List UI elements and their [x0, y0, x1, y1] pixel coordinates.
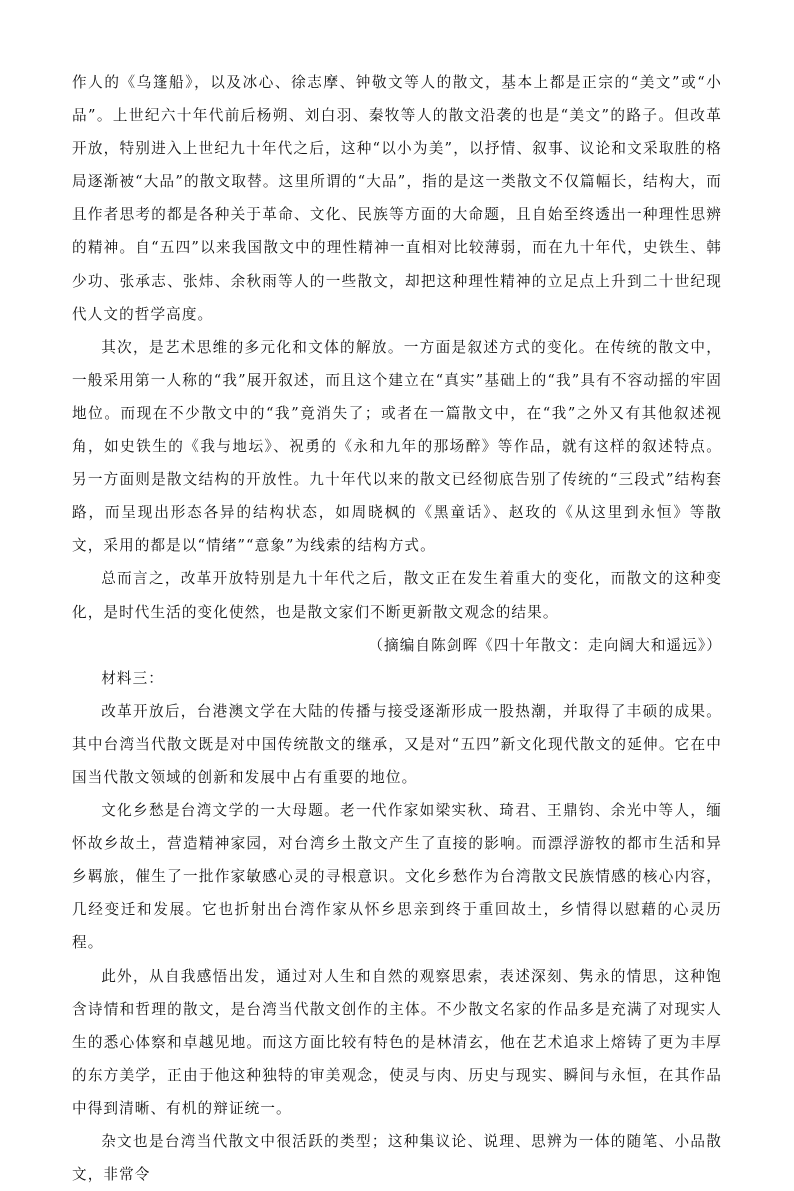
paragraph-art-thinking: 其次，是艺术思维的多元化和文体的解放。一方面是叙述方式的变化。在传统的散文中，一般采用第一人称的“我”展开叙述，而且这个建立在“真实”基础上的“我”具有不容动摇的牢固地位。而现在不少散文中的“我”竟消失了；或者在一篇散文中，在“我”之外又有其他叙述视角，如史铁生的《我与地坛》、祝勇的《永和九年的那场醉》等作品，就有这样的叙述特点。另一方面则是散文结构的开放性。九十年代以来的散文已经彻底告别了传统的“三段式”结构套路，而呈现出形态各异的结构状态，如周晓枫的《黑童话》、赵玫的《从这里到永恒》等散文，采用的都是以“情绪”“意象”为线索的结构方式。 — [72, 338, 722, 555]
document-page — [72, 66, 722, 1191]
paragraph-philosophical-prose: 此外，从自我感悟出发，通过对人生和自然的观察思索，表述深刻、隽永的情思，这种饱含诗情和哲理的散文，是台湾当代散文创作的主体。不少散文名家的作品多是充满了对现实人生的悉心体察和卓越见地。而这方面比较有特色的是林清玄，他在艺术追求上熔铸了更为丰厚的东方美学，正由于他这种独特的审美观念，使灵与肉、历史与现实、瞬间与永恒，在其作品中得到清晰、有机的辩证统一。 — [72, 967, 722, 1117]
paragraph-continued: 作人的《乌篷船》，以及冰心、徐志摩、钟敬文等人的散文，基本上都是正宗的“美文”或“小品”。上世纪六十年代前后杨朔、刘白羽、秦牧等人的散文沿袭的也是“美文”的路子。但改革开放，特别进入上世纪九十年代之后，这种“以小为美”，以抒情、叙事、议论和文采取胜的格局逐渐被“大品”的散文取替。这里所谓的“大品”，指的是这一类散文不仅篇幅长，结构大，而且作者思考的都是各种关于革命、文化、民族等方面的大命题，且自始至终透出一种理性思辨的精神。自“五四”以来我国散文中的理性精神一直相对比较薄弱，而在九十年代，史铁生、韩少功、张承志、张炜、余秋雨等人的一些散文，却把这种理性精神的立足点上升到二十世纪现代人文的哲学高度。 — [72, 74, 722, 323]
material-heading: 材料三： — [101, 669, 164, 687]
paragraph-cultural-nostalgia: 文化乡愁是台湾文学的一大母题。老一代作家如梁实秋、琦君、王鼎钧、余光中等人，缅怀故乡故土，营造精神家园，对台湾乡土散文产生了直接的影响。而漂浮游牧的都市生活和异乡羁旅，催生了一批作家敏感心灵的寻根意识。文化乡愁作为台湾散文民族情感的核心内容，几经变迁和发展。它也折射出台湾作家从怀乡思亲到终于重回故土，乡情得以慰藉的心灵历程。 — [72, 802, 722, 952]
paragraph-summary: 总而言之，改革开放特别是九十年代之后，散文正在发生着重大的变化，而散文的这种变化，是时代生活的变化使然，也是散文家们不断更新散文观念的结果。 — [72, 570, 722, 621]
source-citation: （摘编自陈剑晖《四十年散文：走向阔大和遥远》） — [368, 636, 722, 654]
paragraph-zawen: 杂文也是台湾当代散文中很活跃的类型；这种集议论、说理、思辨为一体的随笔、小品散文，非常令 — [72, 1133, 722, 1184]
paragraph-taiwan-intro: 改革开放后，台港澳文学在大陆的传播与接受逐渐形成一股热潮，并取得了丰硕的成果。其中台湾当代散文既是对中国传统散文的继承，又是对“五四”新文化现代散文的延伸。它在中国当代散文领域的创新和发展中占有重要的地位。 — [72, 702, 722, 786]
